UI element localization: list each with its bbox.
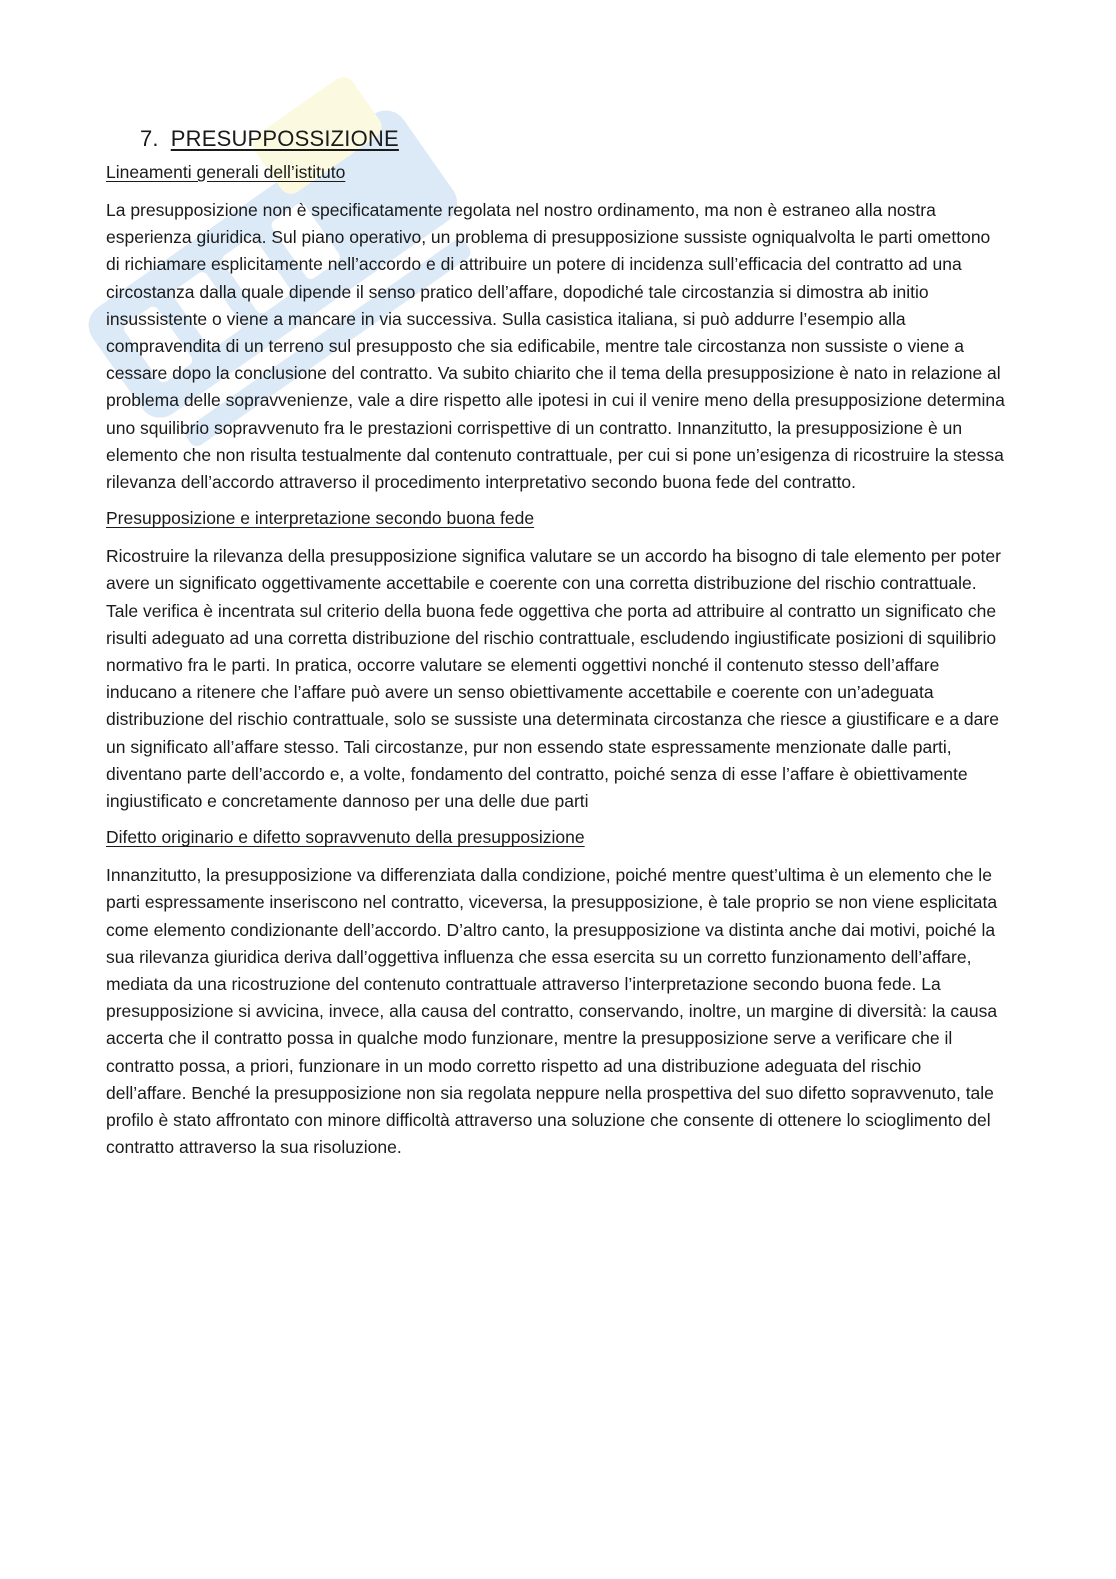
chapter-title-text: PRESUPPOSSIZIONE	[170, 126, 399, 151]
section-heading-lineamenti: Lineamenti generali dell’istituto	[106, 162, 346, 182]
chapter-title	[140, 126, 1006, 152]
section-heading-buona-fede: Presupposizione e interpretazione secondo buona fede	[106, 508, 535, 529]
section-paragraph-difetto: Innanzitutto, la presupposizione va differenziata dalla condizione, poiché mentre quest’ultima è un elemento che le parti espressamente inseriscono nel contratto, viceversa, la presupposizione, è tale proprio se non viene esplicitata come elemento condizionante dell’accordo. D’altro canto, la presupposizione va distinta anche dai motivi, poiché la sua rilevanza giuridica deriva dall’oggettiva influenza che essa esercita su un corretto funzionamento dell’affare, mediata da una ricostruzione del contenuto contrattuale attraverso l’interpretazione secondo buona fede. La presupposizione si avvicina, invece, alla causa del contratto, conservando, inoltre, un margine di diversità: la causa accerta che il contratto possa in qualche modo funzionare, mentre la presupposizione serve a verificare che il contratto possa, a priori, funzionare in un modo corretto rispetto ad una distribuzione adeguata del rischio dell’affare. Benché la presupposizione non sia regolata neppure nella prospettiva del suo difetto sopravvenuto, tale profilo è stato affrontato con minore difficoltà attraverso una soluzione che consente di ottenere lo scioglimento del contratto attraverso la sua risoluzione.	[106, 865, 998, 1158]
section-heading-difetto: Difetto originario e difetto sopravvenuto della presupposizione	[106, 827, 585, 848]
section-paragraph-lineamenti: La presupposizione non è specificatamente regolata nel nostro ordinamento, ma non è estraneo alla nostra esperienza giuridica. Sul piano operativo, un problema di presupposizione sussiste ogniqualvolta le parti omettono di richiamare esplicitamente nell’accordo e di attribuire un potere di incidenza sull’efficacia del contratto ad una circostanza dalla quale dipende il senso pratico dell’affare, dopodiché tale circostanzia si dimostra ab initio insussistente o viene a mancare in via successiva. Sulla casistica italiana, si può addurre l’esempio alla compravendita di un terreno sul presupposto che sia edificabile, mentre tale circostanza non sussiste o viene a cessare dopo la conclusione del contratto. Va subito chiarito che il tema della presupposizione è nato in relazione al problema delle sopravvenienze, vale a dire rispetto alle ipotesi in cui il venire meno della presupposizione determina uno squilibrio sopravvenuto fra le prestazioni corrispettive di un contratto. Innanzitutto, la presupposizione è un elemento che non risulta testualmente dal contenuto contrattuale, per cui si pone un’esigenza di ricostruire la stessa rilevanza dell’accordo attraverso il procedimento interpretativo secondo buona fede del contratto.	[106, 200, 1005, 493]
document-page	[106, 126, 1006, 1174]
section-paragraph-buona-fede: Ricostruire la rilevanza della presupposizione significa valutare se un accordo ha bisogno di tale elemento per poter avere un significato oggettivamente accettabile e coerente con una corretta distribuzione del rischio contrattuale. Tale verifica è incentrata sul criterio della buona fede oggettiva che porta ad attribuire al contratto un significato che risulti adeguato ad una corretta distribuzione del rischio contrattuale, escludendo ingiustificate posizioni di squilibrio normativo fra le parti. In pratica, occorre valutare se elementi oggettivi nonché il contenuto stesso dell’affare inducano a ritenere che l’affare può avere un senso obiettivamente accettabile e coerente con un’adeguata distribuzione del rischio contrattuale, solo se sussiste una determinata circostanza che riesce a giustificare e a dare un significato all’affare stesso. Tali circostanze, pur non essendo state espressamente menzionate dalle parti, diventano parte dell’accordo e, a volte, fondamento del contratto, poiché senza di esse l’affare è obiettivamente ingiustificato e concretamente dannoso per una delle due parti	[106, 546, 1001, 812]
chapter-number: 7.	[140, 126, 159, 151]
